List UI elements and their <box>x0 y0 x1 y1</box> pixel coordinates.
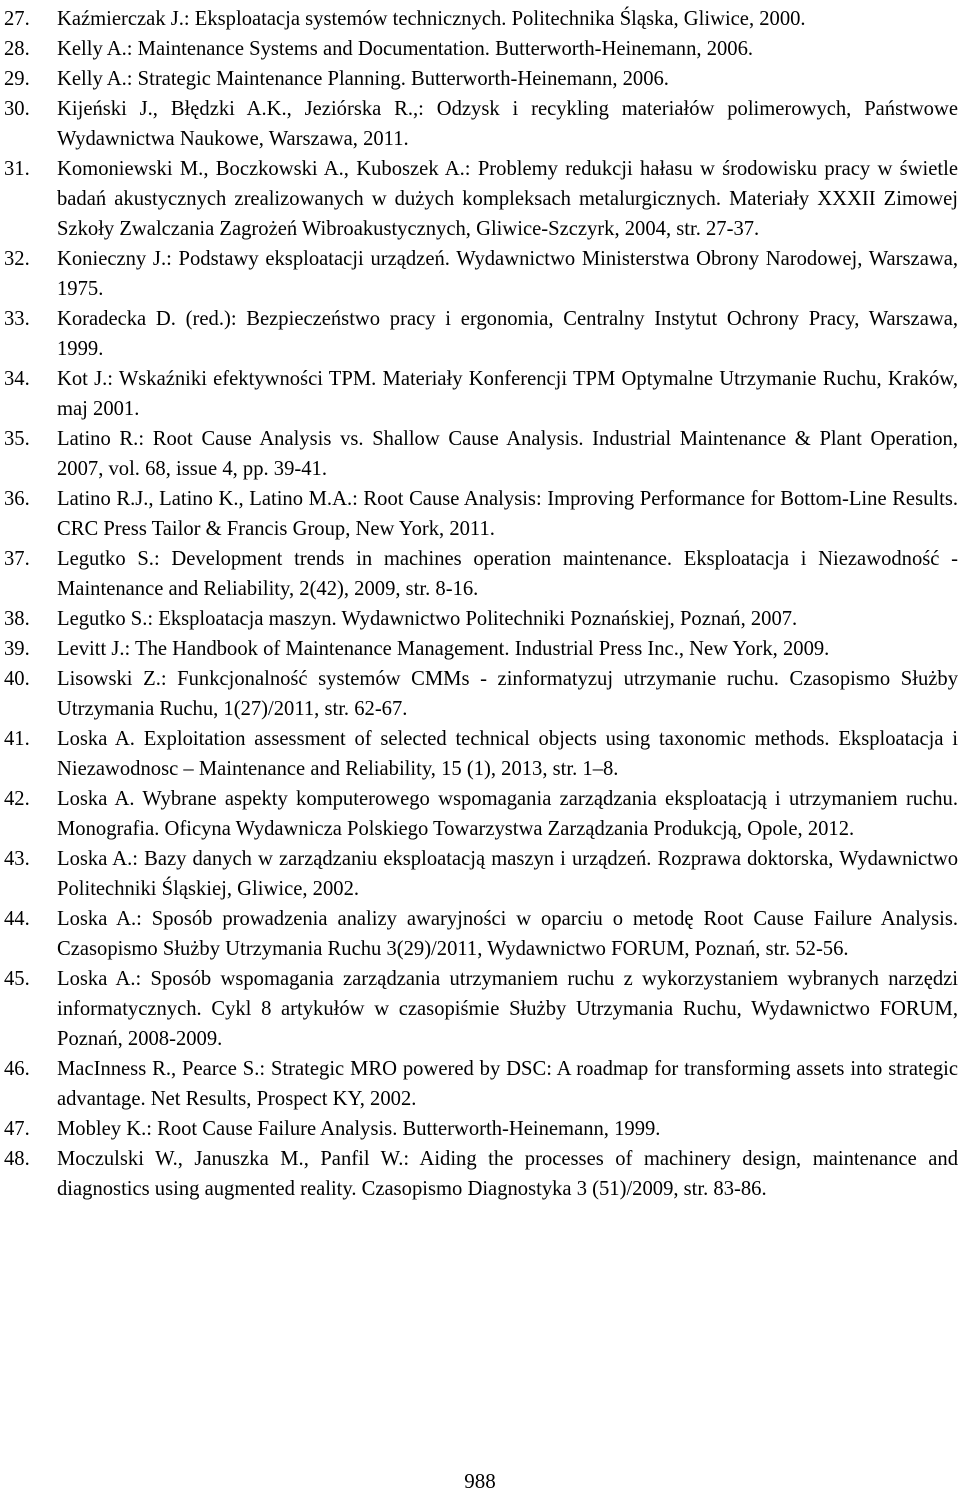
reference-item <box>0 424 960 484</box>
reference-text: Loska A.: Sposób prowadzenia analizy awaryjności w oparciu o metodę Root Cause Failure Analysis. Czasopismo Służby Utrzymania Ruchu 3(29)/2011, Wydawnictwo FORUM, Poznań, str. 52-56. <box>57 908 958 960</box>
reference-text: Lisowski Z.: Funkcjonalność systemów CMMs - zinformatyzuj utrzymanie ruchu. Czasopismo Służby Utrzymania Ruchu, 1(27)/2011, str. 62-67. <box>57 668 958 720</box>
reference-number: 32. <box>4 248 30 270</box>
reference-text: Kelly A.: Strategic Maintenance Planning. Butterworth-Heinemann, 2006. <box>57 68 669 90</box>
reference-item <box>0 1144 960 1204</box>
reference-number: 46. <box>4 1058 30 1080</box>
reference-number: 40. <box>4 668 30 690</box>
reference-item <box>0 904 960 964</box>
reference-item <box>0 964 960 1054</box>
reference-text: Komoniewski M., Boczkowski A., Kuboszek A.: Problemy redukcji hałasu w środowisku pracy w świetle badań akustycznych zrealizowanych w dużych kompleksach metalurgicznych. Materiały XXXII Zimowej Szkoły Zwalczania Zagrożeń Wibroakustycznych, Gliwice-Szczyrk, 2004, str. 27-37. <box>57 158 958 240</box>
reference-item <box>0 484 960 544</box>
reference-number: 30. <box>4 98 30 120</box>
reference-number: 41. <box>4 728 30 750</box>
reference-item <box>0 34 960 64</box>
reference-number: 44. <box>4 908 30 930</box>
reference-number: 35. <box>4 428 30 450</box>
reference-item <box>0 724 960 784</box>
reference-item <box>0 634 960 664</box>
reference-text: Kaźmierczak J.: Eksploatacja systemów technicznych. Politechnika Śląska, Gliwice, 2000. <box>57 8 806 30</box>
page-number: 988 <box>464 1469 496 1493</box>
reference-item <box>0 664 960 724</box>
reference-item <box>0 64 960 94</box>
reference-text: Loska A.: Bazy danych w zarządzaniu eksploatacją maszyn i urządzeń. Rozprawa doktorska, Wydawnictwo Politechniki Śląskiej, Gliwice, 2002. <box>57 848 958 900</box>
reference-text: Konieczny J.: Podstawy eksploatacji urządzeń. Wydawnictwo Ministerstwa Obrony Narodowej, Warszawa, 1975. <box>57 248 958 300</box>
reference-item <box>0 244 960 304</box>
reference-number: 36. <box>4 488 30 510</box>
reference-item <box>0 364 960 424</box>
reference-number: 28. <box>4 38 30 60</box>
reference-text: Loska A.: Sposób wspomagania zarządzania utrzymaniem ruchu z wykorzystaniem wybranych narzędzi informatycznych. Cykl 8 artykułów w czasopiśmie Służby Utrzymania Ruchu, Wydawnictwo FORUM, Poznań, 2008-2009. <box>57 968 958 1050</box>
reference-number: 27. <box>4 8 30 30</box>
reference-number: 29. <box>4 68 30 90</box>
reference-text: Koradecka D. (red.): Bezpieczeństwo pracy i ergonomia, Centralny Instytut Ochrony Pracy, Warszawa, 1999. <box>57 308 958 360</box>
reference-item <box>0 154 960 244</box>
reference-item <box>0 544 960 604</box>
reference-text: Kijeński J., Błędzki A.K., Jeziórska R.,: Odzysk i recykling materiałów polimerowych, Państwowe Wydawnictwa Naukowe, Warszawa, 2011. <box>57 98 958 150</box>
reference-text: Kot J.: Wskaźniki efektywności TPM. Materiały Konferencji TPM Optymalne Utrzymanie Ruchu, Kraków, maj 2001. <box>57 368 958 420</box>
reference-item <box>0 604 960 634</box>
reference-text: Moczulski W., Januszka M., Panfil W.: Aiding the processes of machinery design, maintenance and diagnostics using augmented reality. Czasopismo Diagnostyka 3 (51)/2009, str. 83-86. <box>57 1148 958 1200</box>
reference-number: 33. <box>4 308 30 330</box>
reference-text: Kelly A.: Maintenance Systems and Documentation. Butterworth-Heinemann, 2006. <box>57 38 754 60</box>
reference-text: Legutko S.: Development trends in machines operation maintenance. Eksploatacja i Niezawodność - Maintenance and Reliability, 2(42), 2009, str. 8-16. <box>57 548 958 600</box>
reference-text: Loska A. Wybrane aspekty komputerowego wspomagania zarządzania eksploatacją i utrzymaniem ruchu. Monografia. Oficyna Wydawnicza Polskiego Towarzystwa Zarządzania Produkcją, Opole, 2012. <box>57 788 958 840</box>
reference-item <box>0 1054 960 1114</box>
reference-text: Loska A. Exploitation assessment of selected technical objects using taxonomic methods. Eksploatacja i Niezawodnosc – Maintenance and Reliability, 15 (1), 2013, str. 1–8. <box>57 728 958 780</box>
reference-item <box>0 784 960 844</box>
reference-text: Latino R.J., Latino K., Latino M.A.: Root Cause Analysis: Improving Performance for Bottom-Line Results. CRC Press Tailor & Francis Group, New York, 2011. <box>57 488 958 540</box>
reference-number: 34. <box>4 368 30 390</box>
reference-text: Latino R.: Root Cause Analysis vs. Shallow Cause Analysis. Industrial Maintenance & Plant Operation, 2007, vol. 68, issue 4, pp. 39-41. <box>57 428 958 480</box>
reference-item <box>0 1114 960 1144</box>
reference-text: Levitt J.: The Handbook of Maintenance Management. Industrial Press Inc., New York, 2009. <box>57 638 830 660</box>
reference-item <box>0 4 960 34</box>
reference-item <box>0 94 960 154</box>
reference-number: 45. <box>4 968 30 990</box>
reference-text: Legutko S.: Eksploatacja maszyn. Wydawnictwo Politechniki Poznańskiej, Poznań, 2007. <box>57 608 798 630</box>
reference-number: 37. <box>4 548 30 570</box>
reference-number: 48. <box>4 1148 30 1170</box>
reference-number: 38. <box>4 608 30 630</box>
reference-number: 42. <box>4 788 30 810</box>
reference-number: 47. <box>4 1118 30 1140</box>
reference-text: Mobley K.: Root Cause Failure Analysis. Butterworth-Heinemann, 1999. <box>57 1118 661 1140</box>
reference-item <box>0 304 960 364</box>
reference-number: 43. <box>4 848 30 870</box>
reference-item <box>0 844 960 904</box>
reference-number: 39. <box>4 638 30 660</box>
reference-text: MacInness R., Pearce S.: Strategic MRO powered by DSC: A roadmap for transforming assets into strategic advantage. Net Results, Prospect KY, 2002. <box>57 1058 958 1110</box>
reference-list <box>0 4 960 1204</box>
reference-number: 31. <box>4 158 30 180</box>
